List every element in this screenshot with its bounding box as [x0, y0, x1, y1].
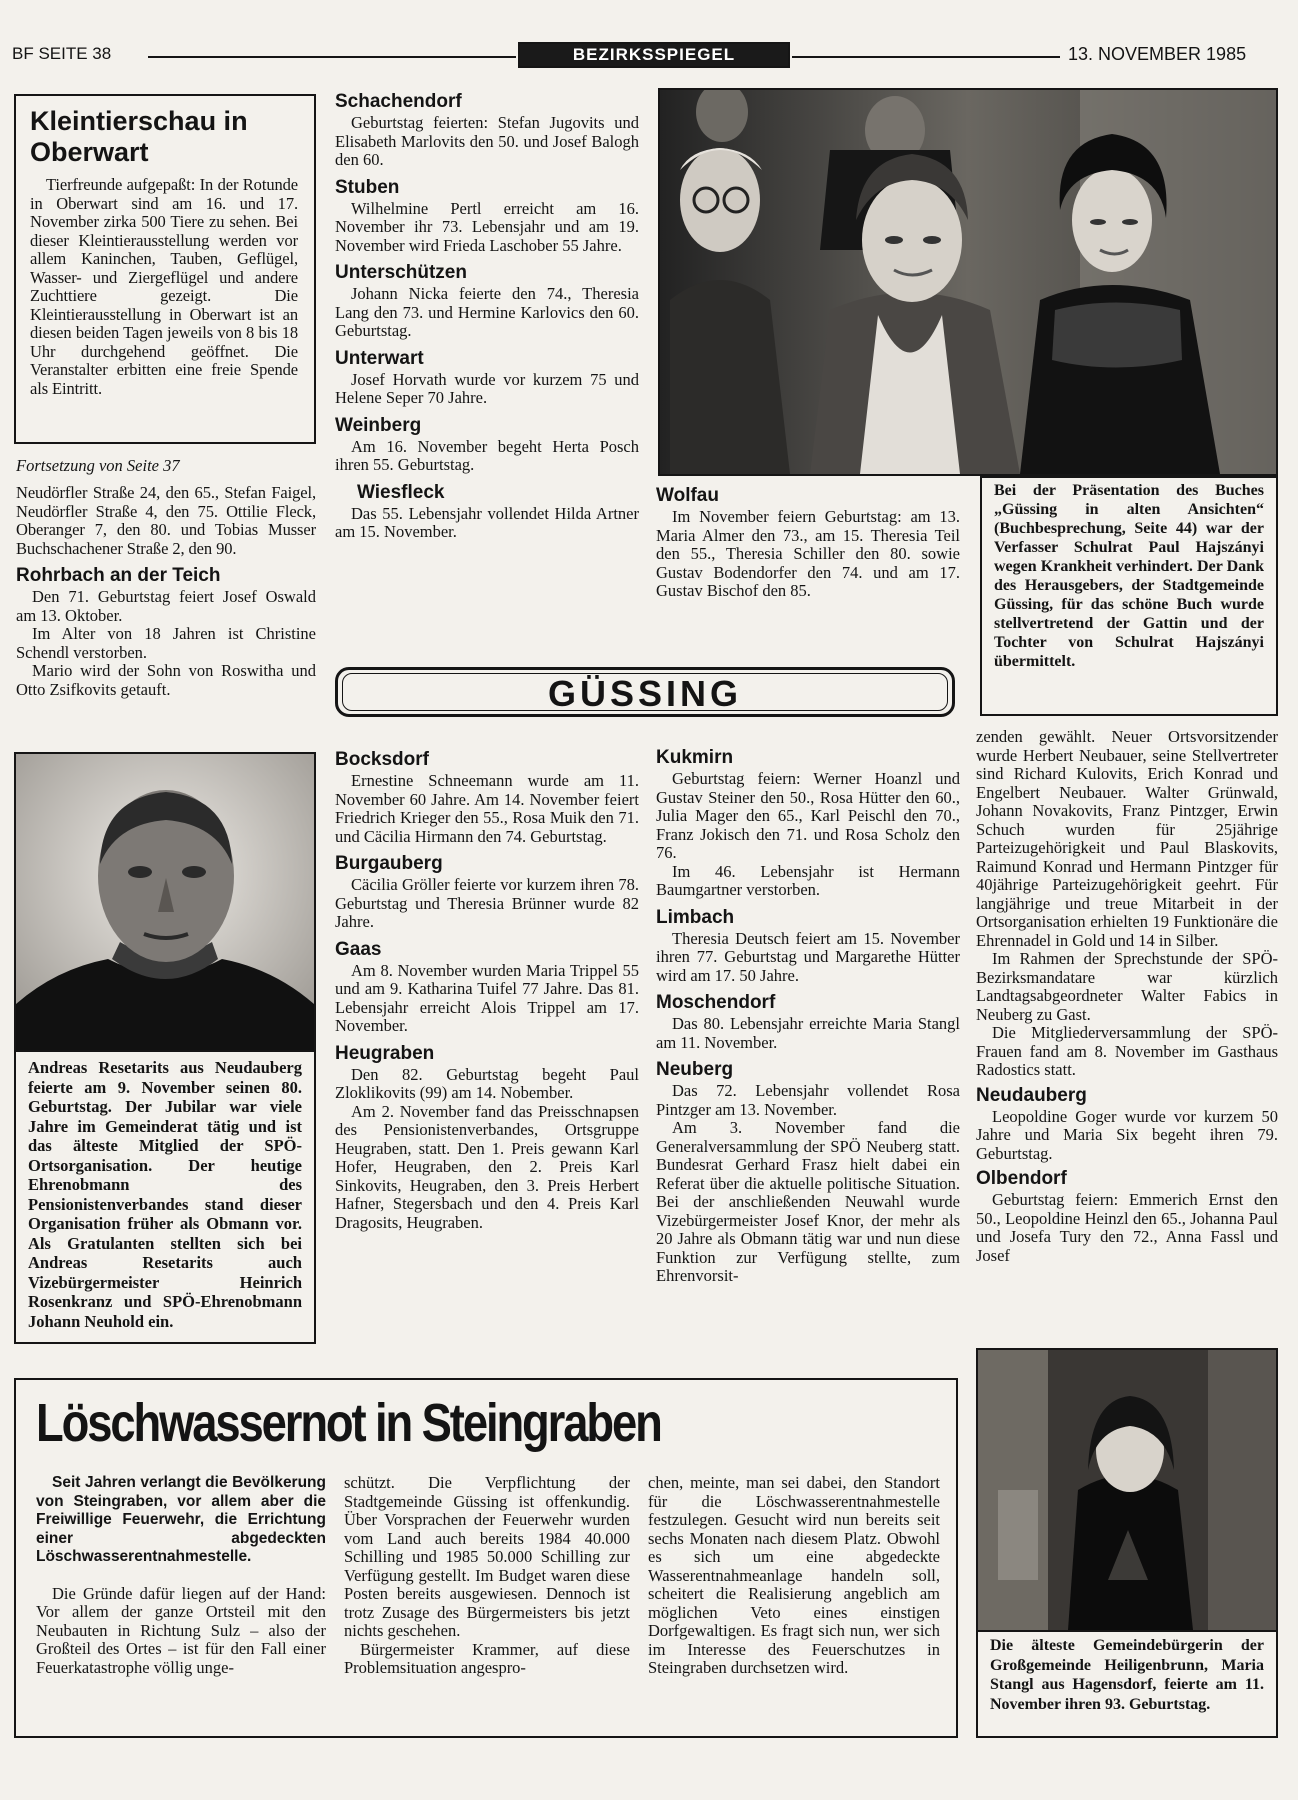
notice-heading: Gaas	[335, 938, 382, 960]
notice-text: Geburtstag feiern: Emmerich Ernst den 50., Leopoldine Heinzl den 65., Johanna Paul und Josefa Tury den 72., Anna Fassl und Josef	[976, 1190, 1278, 1265]
fortsetzung-label: Fortsetzung von Seite 37	[16, 456, 180, 475]
rohrbach-text: Mario wird der Sohn von Roswitha und Otto Zsifkovits getauft.	[16, 661, 316, 699]
notice-heading: Stuben	[335, 176, 400, 198]
book-presentation-caption: Bei der Präsentation des Buches „Güssing in alten Ansichten“ (Buchbesprechung, Seite 44) war der Verfasser Schulrat Paul Hajszányi wegen Krankheit verhindert. Der Dank des Herausgebers, der Stadtgemeinde Güssing, für das schöne Buch wurde stellvertretend der Gattin und der Tochter von Schulrat Hajszányi übermittelt.	[994, 482, 1264, 670]
notice-text: Am 2. November fand das Preisschnapsen des Pensionistenverbandes, Ortsgruppe Heugraben, statt. Den 1. Preis gewann Karl Hofer, Heugraben, den 2. Preis Karl Sinkovits, Heugraben, den 3. Preis Herbert Hafner, Stegersbach und den 4. Preis Karl Dragosits, Heugraben.	[335, 1101, 639, 1232]
notice-text: Am 3. November fand die Generalversammlung der SPÖ Neuberg statt. Bundesrat Gerhard Frasz hielt dabei ein Referat über die aktuelle politische Situation. Bei der anschließenden Neuwahl wurde Vizebürgermeister Josef Knor, der mehr als 20 Jahre als Obmann tätig war und nun diese Funktion zur Verfügung stellte, zum Ehrenvorsit-	[656, 1118, 960, 1285]
loeschwasser-lead: Seit Jahren verlangt die Bevölkerung von Steingraben, vor allem aber die Freiwillige Feuerwehr, die Errichtung einer abgedeckten Löschwasserentnahmestelle.	[36, 1474, 326, 1565]
section-label: BEZIRKSSPIEGEL	[518, 42, 790, 68]
group-photo-image	[660, 90, 1276, 474]
portrait-caption: Andreas Resetarits aus Neudauberg feierte am 9. November seinen 80. Geburtstag. Der Jubilar war viele Jahre im Gemeinderat tätig und ist das älteste Mitglied der SPÖ-Ortsorganisation. Der heutige Ehrenobmann des Pensionistenverbandes stand dieser Organisation früher als Obmann vor. Als Gratulanten stellten sich bei Andreas Resetarits auch Vizebürgermeister Heinrich Rosenkranz und SPÖ-Ehrenobmann Johann Neuhold ein.	[28, 1058, 302, 1331]
notice-text: Das 80. Lebensjahr erreichte Maria Stangl am 11. November.	[656, 1014, 960, 1052]
notice-text: Am 16. November begeht Herta Posch ihren 55. Geburtstag.	[335, 436, 639, 474]
header-rule-right	[792, 56, 1060, 58]
guessing-banner	[335, 667, 955, 717]
loeschwasser-col3	[648, 1474, 940, 1678]
portrait-photo	[14, 752, 316, 1052]
header-rule-left	[148, 56, 516, 58]
notice-heading: Bocksdorf	[335, 749, 429, 770]
notice-heading: Unterschützen	[335, 262, 467, 283]
fortsetzung-block	[16, 456, 316, 699]
portrait-image	[16, 754, 314, 1050]
notice-text: Das 55. Lebensjahr vollendet Hilda Artner am 15. November.	[335, 503, 639, 541]
notice-heading: Neudauberg	[976, 1084, 1087, 1106]
guessing-title: GÜSSING	[547, 673, 743, 714]
notice-heading: Schachendorf	[335, 91, 462, 112]
wolfau-heading: Wolfau	[656, 485, 719, 506]
notice-text: Das 72. Lebensjahr vollendet Rosa Pintzger am 13. November.	[656, 1081, 960, 1119]
notice-heading: Unterwart	[335, 347, 424, 369]
kleintierschau-box	[14, 94, 316, 444]
loeschwasser-headline: Löschwassernot in Steingraben	[36, 1393, 661, 1453]
loeschwasser-text: chen, meinte, man sei dabei, den Standort für die Löschwasserentnahmestelle festzulegen. Gesucht wird nun bereits seit sechs Monaten nach diesem Platz. Obwohl es sich um eine abgedeckte Wasserentnahmeanlage handeln soll, scheitert die Realisierung angeblich am möglichen Veto eines einstigen Dorfgewaltigen. Es fragt sich nun, wer sich im Interesse des Feuerschutzes in Steingraben durchsetzen wird.	[648, 1473, 940, 1677]
notice-text: Cäcilia Gröller feierte vor kurzem ihren 78. Geburtstag und Theresia Brünner wurde 82 Jahre.	[335, 875, 639, 931]
notice-text: Geburtstag feiern: Werner Hoanzl und Gustav Steiner den 50., Rosa Hütter den 60., Julia Mager den 65., Karl Peischl den 70., Franz Jokisch den 71. und Rosa Scholz den 76.	[656, 769, 960, 862]
neuberg-continued: zenden gewählt. Neuer Ortsvorsitzender wurde Herbert Neubauer, seine Stellvertreter sind Richard Kulovits, Erich Konrad und Engelbert Neubauer. Walter Grünwald, Johann Novakovits, Franz Pintzger, Erwin Schuch wurden für 25jährige Parteizugehörigkeit und Paul Blaskovits, Raimund Konrad und Hermann Pintzger für 40jährige Parteizugehörigkeit geehrt. Für langjährige und treue Mitarbeit in der Ortsorganisation erhielten 19 Funktionäre die Ehrennadel in Gold und 14 in Silber.	[976, 727, 1278, 950]
group-photo	[658, 88, 1278, 476]
elder-woman-photo	[976, 1348, 1278, 1632]
kleintierschau-text: Tierfreunde aufgepaßt: In der Rotunde in Oberwart sind am 16. und 17. November zirka 500 Tiere zu sehen. Bei dieser Kleintierausstellung werden vor allem Kaninchen, Tauben, Geflügel, Wasser- und Ziergeflügel und andere Zuchttiere gezeigt. Die Kleintierausstellung in Oberwart ist an diesen beiden Tagen jeweils von 8 bis 18 Uhr durchgehend geöffnet. Die Veranstalter erbitten eine freie Spende als Eintritt.	[30, 175, 298, 398]
notice-text: Im 46. Lebensjahr ist Hermann Baumgartner verstorben.	[656, 861, 960, 899]
notice-heading: Neuberg	[656, 1059, 734, 1080]
notice-text: Josef Horvath wurde vor kurzem 75 und Helene Seper 70 Jahre.	[335, 369, 639, 407]
notice-heading: Kukmirn	[656, 747, 734, 768]
notice-text: Theresia Deutsch feiert am 15. November ihren 77. Geburtstag und Margarethe Hütter wird am 17. 50 Jahre.	[656, 928, 960, 985]
notice-text: Johann Nicka feierte den 74., Theresia Lang den 73. und Hermine Karlovics den 60. Geburtstag.	[335, 284, 639, 340]
page-date: 13. NOVEMBER 1985	[1068, 44, 1247, 64]
notice-text: Am 8. November wurden Maria Trippel 55 und am 9. Katharina Tuifel 77 Jahre. Das 81. Lebensjahr erreicht Alois Trippel am 17. November.	[335, 960, 639, 1035]
kleintierschau-title: Kleintierschau in Oberwart	[30, 106, 248, 167]
fortsetzung-text: Neudörfler Straße 24, den 65., Stefan Faigel, Neudörfler Straße 4, den 75. Ottilie Fleck, Oberanger 7, den 80. und Tobias Musser Buchschachener Straße 2, den 90.	[16, 483, 316, 558]
wolfau-text: Im November feiern Geburtstag: am 13. Maria Almer den 73., am 15. Theresia Teil den 55., Theresia Schiller den 80. sowie Gustav Bodendorfer den 74. und am 17. Gustav Bischof den 85.	[656, 507, 960, 600]
page-number: BF SEITE 38	[12, 44, 112, 63]
rohrbach-heading: Rohrbach an der Teich	[16, 565, 221, 586]
loeschwasser-col1	[36, 1474, 326, 1677]
book-presentation-caption-box	[980, 476, 1278, 716]
loeschwasser-text: schützt. Die Verpflichtung der Stadtgemeinde Güssing ist offenkundig. Über Vorsprachen der Feuerwehr wurden vom Land auch bereits 1984 40.000 Schilling und 1985 50.000 Schilling zur Verfügung gestellt. Im Budget waren diese Posten bereits ausgewiesen. Dennoch ist trotz Zusage des Bürgermeisters bis jetzt nichts geschehen.	[344, 1473, 630, 1640]
notice-heading: Olbendorf	[976, 1168, 1067, 1189]
notice-heading: Burgauberg	[335, 853, 443, 874]
notice-text: Ernestine Schneemann wurde am 11. November 60 Jahre. Am 14. November feiert Friedrich Krieger den 55., Rosa Muik den 71. und Cäcilia Hirmann den 74. Geburtstag.	[335, 771, 639, 846]
neuberg-continued: Im Rahmen der Sprechstunde der SPÖ-Bezirksmandatare war kürzlich Landtagsabgeordneter Walter Fabics in Neuberg zu Gast.	[976, 949, 1278, 1024]
rohrbach-text: Den 71. Geburtstag feiert Josef Oswald am 13. Oktober.	[16, 587, 316, 625]
portrait-caption-box	[14, 1050, 316, 1344]
elder-woman-caption-box	[976, 1630, 1278, 1738]
elder-woman-caption: Die älteste Gemeindebürgerin der Großgemeinde Heiligenbrunn, Maria Stangl aus Hagensdorf, feierte am 11. November ihren 93. Geburtstag.	[990, 1637, 1264, 1713]
notice-text: Geburtstag feierten: Stefan Jugovits und Elisabeth Marlovits den 50. und Josef Balogh den 60.	[335, 113, 639, 169]
loeschwasser-article	[14, 1378, 958, 1738]
col2-bottom-notices	[335, 748, 639, 1232]
col4-notices	[976, 728, 1278, 1265]
loeschwasser-col2	[344, 1474, 630, 1678]
notice-text: Den 82. Geburtstag begeht Paul Zloklikovits (99) am 14. Nobember.	[335, 1064, 639, 1102]
loeschwasser-text: Bürgermeister Krammer, auf diese Problemsituation angespro-	[344, 1639, 630, 1677]
notice-heading: Moschendorf	[656, 992, 776, 1013]
wolfau-block	[656, 484, 960, 601]
notice-heading: Limbach	[656, 906, 735, 928]
loeschwasser-text: Die Gründe dafür liegen auf der Hand: Vor allem der ganze Ortsteil mit den Neubauten in Richtung Sulz – also der Großteil des Ortes – ist für den Fall einer Feuerkatastrophe völlig unge-	[36, 1583, 326, 1677]
col2-top-notices	[335, 90, 639, 542]
notice-heading: Wiesfleck	[357, 481, 445, 503]
notice-text: Wilhelmine Pertl erreicht am 16. November ihr 73. Lebensjahr und am 19. November wird Frieda Laschober 55 Jahre.	[335, 198, 639, 255]
neuberg-continued: Die Mitgliederversammlung der SPÖ-Frauen fand am 8. November im Gasthaus Radostics statt.	[976, 1023, 1278, 1079]
notice-heading: Weinberg	[335, 414, 422, 436]
col3-bottom-notices	[656, 746, 960, 1286]
rohrbach-text: Im Alter von 18 Jahren ist Christine Schendl verstorben.	[16, 624, 316, 662]
notice-heading: Heugraben	[335, 1042, 435, 1064]
notice-text: Leopoldine Goger wurde vor kurzem 50 Jahre und Maria Six begeht ihren 79. Geburtstag.	[976, 1106, 1278, 1163]
elder-woman-image	[978, 1350, 1276, 1630]
